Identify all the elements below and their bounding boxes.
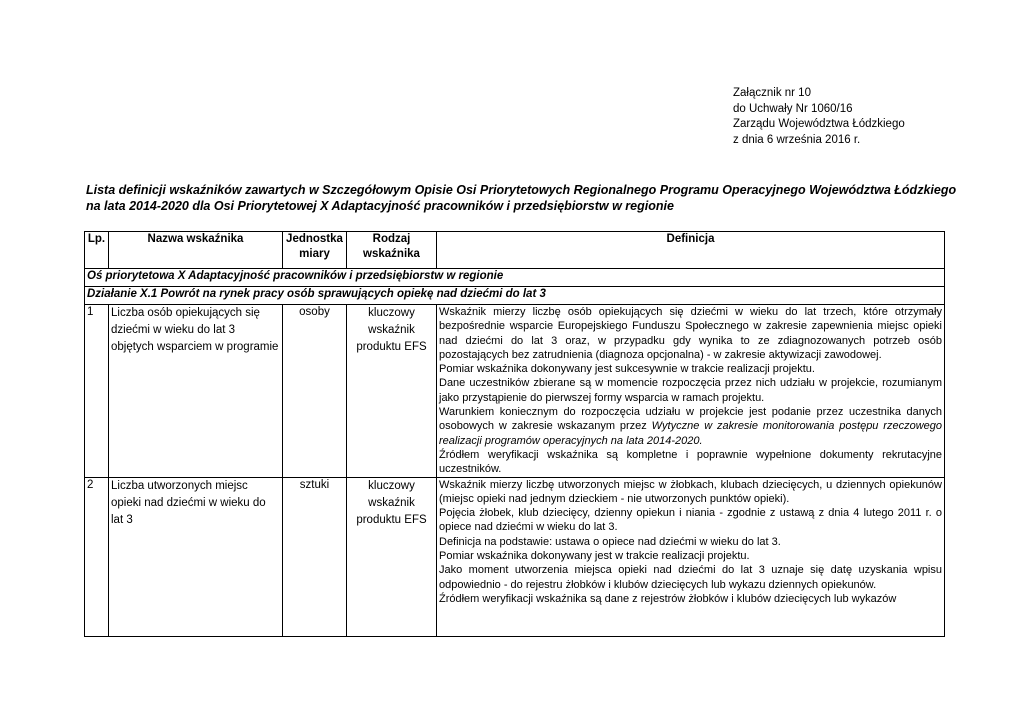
- table-row: [85, 305, 945, 478]
- indicators-table: [84, 231, 945, 637]
- board-name: Zarządu Województwa Łódzkiego: [733, 118, 905, 130]
- definition-paragraph: [439, 405, 942, 448]
- document-title: [86, 182, 956, 214]
- definition-paragraph: Źródłem weryfikacji wskaźnika są kompletne i poprawnie wypełnione dokumenty rekrutacyjne uczestników.: [439, 448, 942, 476]
- row-lp: 2: [85, 477, 109, 636]
- action-title: Działanie X.1 Powrót na rynek pracy osób sprawujących opiekę nad dziećmi do lat 3: [85, 287, 945, 305]
- row-type: kluczowy wskaźnik produktu EFS: [347, 477, 437, 636]
- row-definition: [437, 477, 945, 636]
- row-type: kluczowy wskaźnik produktu EFS: [347, 305, 437, 478]
- header-lp: Lp.: [85, 232, 109, 269]
- resolution-date: z dnia 6 września 2016 r.: [733, 133, 861, 146]
- definition-paragraph: Wskaźnik mierzy liczbę osób opiekujących się dziećmi w wieku do lat trzech, które otrzymały bezpośrednie wsparcie Europejskiego Funduszu Społecznego w zakresie zapewnienia miejsc opieki nad dziećmi do lat 3 oraz, w przypadku gdy wynika to ze zdiagnozowanych potrzeb osób pozostających bez zatrudnienia (diagnoza opcjonalna) - w zakresie aktywizacji zawodowej.: [439, 306, 942, 361]
- row-unit: sztuki: [283, 477, 347, 636]
- attachment-header: [733, 86, 905, 148]
- header-definition: Definicja: [437, 232, 945, 269]
- header-name: Nazwa wskaźnika: [109, 232, 283, 269]
- definition-paragraph: Pojęcia żłobek, klub dziecięcy, dzienny opiekun i niania - zgodnie z ustawą z dnia 4 lutego 2011 r. o opiece nad dziećmi w wieku do lat 3.: [439, 507, 942, 534]
- definition-paragraph: Dane uczestników zbierane są w momencie rozpoczęcia przez nich udziału w projekcie, rozumianym jako przystąpienie do pierwszej formy wsparcia w ramach projektu.: [439, 377, 942, 404]
- header-unit: Jednostka miary: [283, 232, 347, 269]
- header-type: Rodzaj wskaźnika: [347, 232, 437, 269]
- axis-row: [85, 269, 945, 287]
- row-unit: osoby: [283, 305, 347, 478]
- row-definition: [437, 305, 945, 478]
- definition-paragraph: Pomiar wskaźnika dokonywany jest sukcesywnie w trakcie realizacji projektu.: [439, 363, 815, 376]
- row-lp: 1: [85, 305, 109, 478]
- title-line-2: na lata 2014-2020 dla Osi Priorytetowej X Adaptacyjność pracowników i przedsiębiorstw w regionie: [86, 199, 674, 213]
- table-header-row: [85, 232, 945, 269]
- attachment-number: Załącznik nr 10: [733, 87, 811, 99]
- title-line-1: Lista definicji wskaźników zawartych w Szczegółowym Opisie Osi Priorytetowych Regionalnego Programu Operacyjnego Województwa Łódzkiego: [86, 183, 957, 197]
- table-row: [85, 477, 945, 636]
- definition-clip: [439, 478, 942, 636]
- definition-paragraph: Źródłem weryfikacji wskaźnika są dane z rejestrów żłobków i klubów dziecięcych lub wykazów: [439, 592, 897, 605]
- guidelines-title: Wytyczne w zakresie monitorowania postępu rzeczowego realizacji programów operacyjnych na lata 2014-2020.: [439, 420, 942, 447]
- row-name: Liczba osób opiekujących się dziećmi w wieku do lat 3 objętych wsparciem w programie: [109, 305, 283, 478]
- definition-paragraph: Jako moment utworzenia miejsca opieki nad dziećmi do lat 3 uznaje się datę uzyskania wpisu odpowiednio - do rejestru żłobków i klubów dziecięcych lub wykazu dziennych opiekunów.: [439, 564, 942, 591]
- action-row: [85, 287, 945, 305]
- definition-text: Warunkiem koniecznym do rozpoczęcia udziału w projekcie jest podanie przez uczestnika danych osobowych w zakresie wskazanym przez: [439, 406, 942, 433]
- axis-title: Oś priorytetowa X Adaptacyjność pracowników i przedsiębiorstw w regionie: [85, 269, 945, 287]
- definition-paragraph: Wskaźnik mierzy liczbę utworzonych miejsc w żłobkach, klubach dziecięcych, u dziennych opiekunów (miejsc opieki nad jednym dzieckiem - nie utworzonych punktów opieki).: [439, 478, 942, 505]
- definition-paragraph: Definicja na podstawie: ustawa o opiece nad dziećmi w wieku do lat 3.: [439, 535, 781, 548]
- resolution-number: do Uchwały Nr 1060/16: [733, 102, 853, 115]
- row-name: Liczba utworzonych miejsc opieki nad dziećmi w wieku do lat 3: [109, 477, 283, 636]
- definition-paragraph: Pomiar wskaźnika dokonywany jest w trakcie realizacji projektu.: [439, 550, 750, 563]
